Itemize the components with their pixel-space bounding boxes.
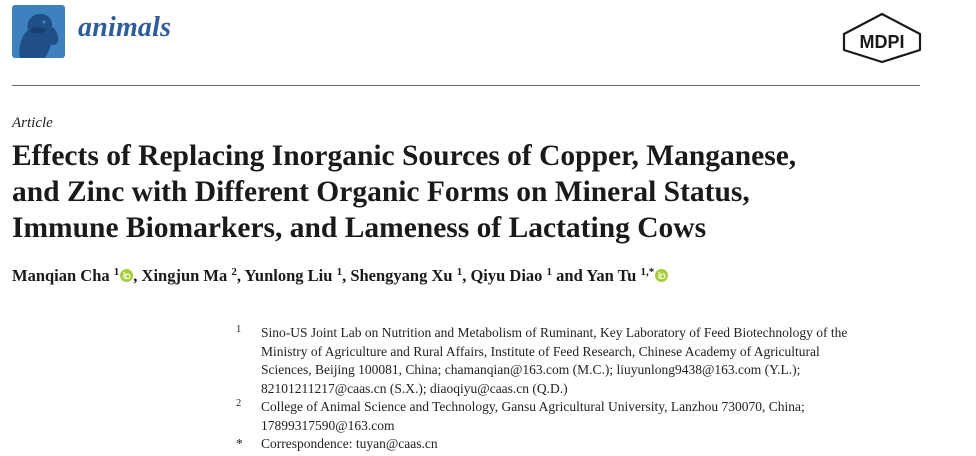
author-affiliation-marker: 1,*: [640, 266, 655, 278]
affiliation-list: [236, 324, 936, 454]
affiliation-item: [236, 435, 936, 454]
article-title: [12, 138, 952, 246]
author-separator: and: [552, 266, 587, 285]
publisher-logo: [840, 12, 924, 64]
author-name[interactable]: Yan Tu: [586, 266, 641, 285]
affiliation-line: Correspondence: tuyan@caas.cn: [261, 436, 438, 451]
author-affiliation-marker: 2: [231, 266, 237, 278]
author-name[interactable]: Xingjun Ma: [141, 266, 232, 285]
author-affiliation-marker: 1: [336, 266, 343, 278]
primate-silhouette-icon: [12, 5, 65, 58]
title-line: and Zinc with Different Organic Forms on Mineral Status,: [12, 176, 750, 208]
author-affiliation-marker: 1: [456, 266, 463, 278]
affiliation-line: College of Animal Science and Technology, Gansu Agricultural University, Lanzhou 730070, China;: [261, 399, 805, 414]
author-name[interactable]: Manqian Cha: [12, 266, 114, 285]
affiliation-marker: 2: [236, 398, 242, 409]
author-separator: ,: [236, 266, 245, 285]
author-affiliation-marker: 1: [546, 266, 553, 278]
orcid-icon[interactable]: [120, 269, 133, 282]
author-affiliation-marker: 1: [113, 266, 120, 278]
affiliation-line: 82101211217@caas.cn (S.X.); diaoqiyu@caas.cn (Q.D.): [261, 380, 568, 396]
affiliation-item: [236, 324, 936, 398]
affiliation-line: 17899317590@163.com: [261, 417, 395, 433]
author-separator: ,: [462, 266, 471, 285]
author-name[interactable]: Shengyang Xu: [350, 266, 457, 285]
author-name[interactable]: Yunlong Liu: [244, 266, 337, 285]
article-type: Article: [12, 115, 53, 131]
affiliation-marker: *: [236, 436, 243, 451]
author-separator: ,: [133, 266, 142, 285]
affiliation-line: Sciences, Beijing 100081, China; chamanqian@163.com (M.C.); liuyunlong9438@163.com (Y.L.);: [261, 362, 801, 377]
author-list: [12, 266, 668, 286]
affiliation-marker: 1: [236, 324, 242, 335]
affiliation-item: [236, 398, 936, 435]
affiliation-line: Sino-US Joint Lab on Nutrition and Metabolism of Ruminant, Key Laboratory of Feed Biotechnology of the: [261, 325, 848, 340]
title-line: Effects of Replacing Inorganic Sources of Copper, Manganese,: [12, 140, 797, 172]
affiliation-line: Ministry of Agriculture and Rural Affairs, Institute of Feed Research, Chinese Academy of Agricultural: [261, 343, 820, 359]
journal-logo: [12, 5, 65, 58]
title-line: Immune Biomarkers, and Lameness of Lactating Cows: [12, 212, 707, 244]
orcid-icon[interactable]: [655, 269, 668, 282]
header-divider: [12, 85, 920, 86]
author-separator: ,: [342, 266, 351, 285]
author-name[interactable]: Qiyu Diao: [470, 266, 547, 285]
publisher-name: MDPI: [859, 32, 905, 52]
journal-name: animals: [78, 12, 172, 43]
